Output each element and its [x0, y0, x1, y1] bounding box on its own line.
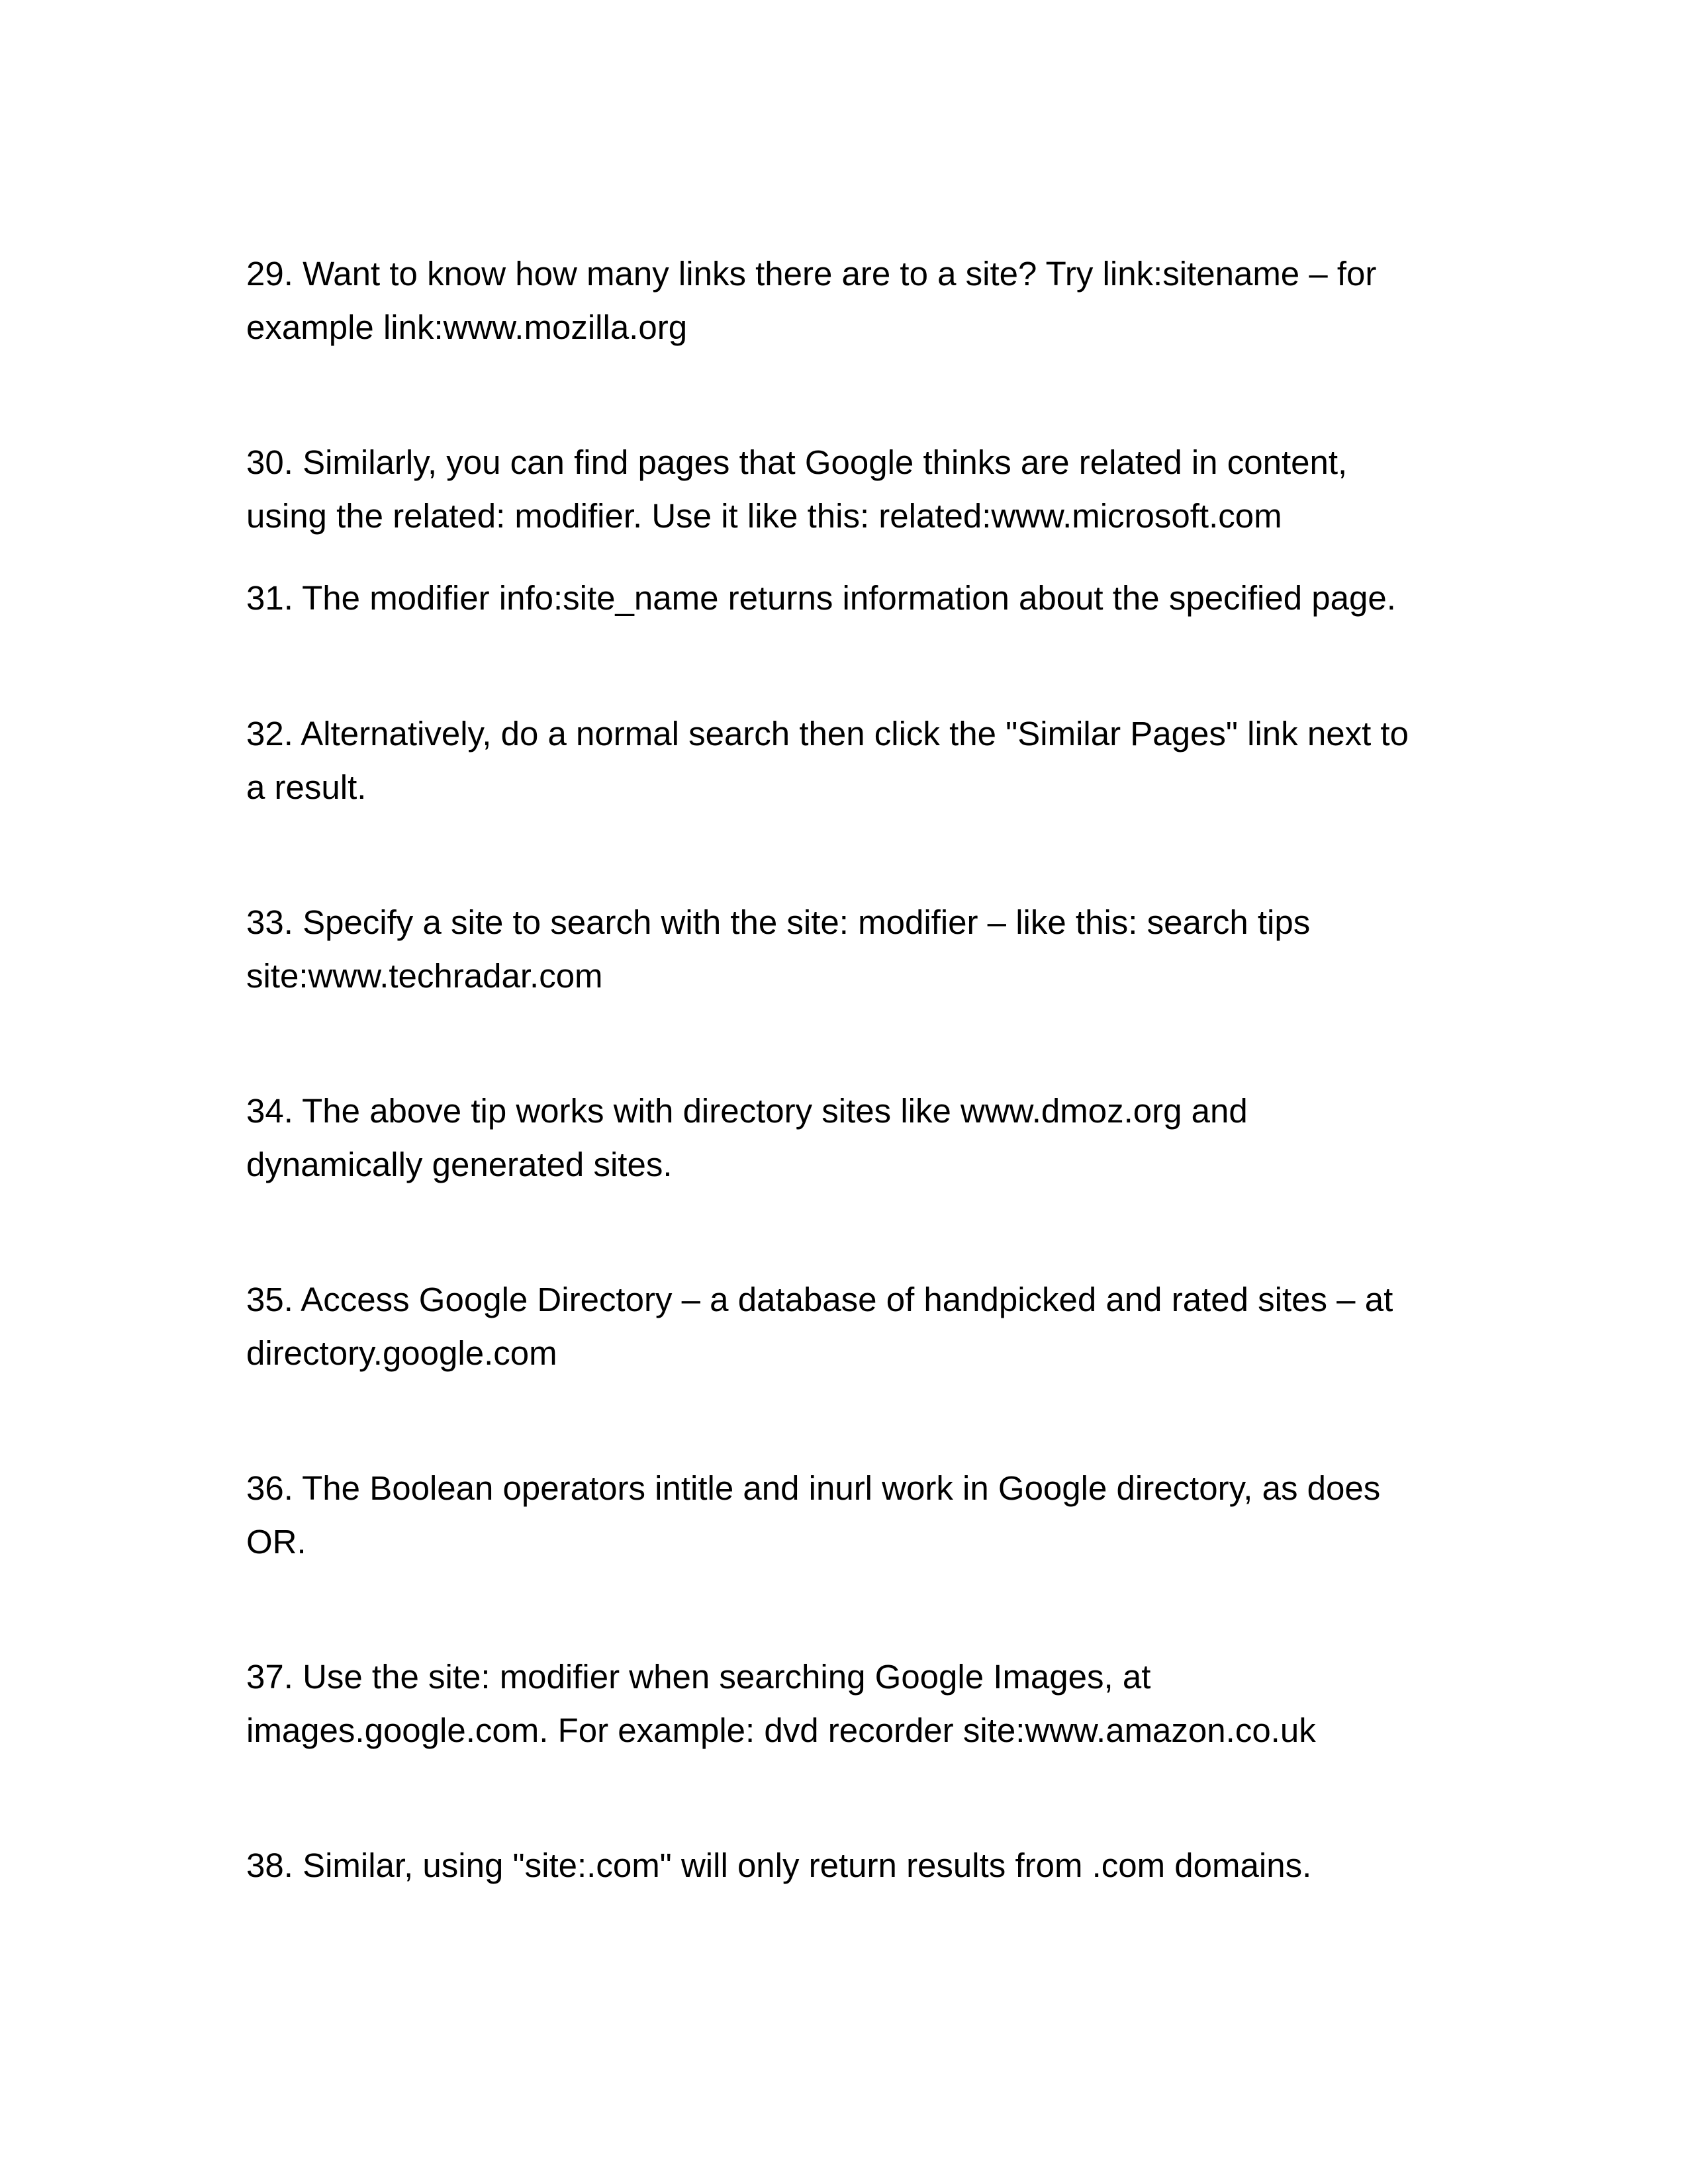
tip-35: 35. Access Google Directory – a database of handpicked and rated sites – at directory.google.com: [246, 1281, 1393, 1372]
tip-30: 30. Similarly, you can find pages that Google thinks are related in content, using the related: modifier. Use it like this: related:www.microsoft.com: [246, 443, 1348, 535]
tip-37: 37. Use the site: modifier when searching Google Images, at images.google.com. For example: dvd recorder site:www.amazon.co.uk: [246, 1658, 1316, 1749]
tip-29: 29. Want to know how many links there are to a site? Try link:sitename – for example link:www.mozilla.org: [246, 255, 1377, 346]
tip-31: 31. The modifier info:site_name returns information about the specified page.: [246, 579, 1396, 617]
tip-38: 38. Similar, using "site:.com" will only return results from .com domains.: [246, 1846, 1312, 1884]
tip-33: 33. Specify a site to search with the site: modifier – like this: search tips site:www.techradar.com: [246, 903, 1311, 995]
tip-34: 34. The above tip works with directory sites like www.dmoz.org and dynamically generated sites.: [246, 1092, 1248, 1183]
tip-36: 36. The Boolean operators intitle and inurl work in Google directory, as does OR.: [246, 1469, 1381, 1561]
tip-32: 32. Alternatively, do a normal search then click the "Similar Pages" link next to a result.: [246, 715, 1409, 806]
